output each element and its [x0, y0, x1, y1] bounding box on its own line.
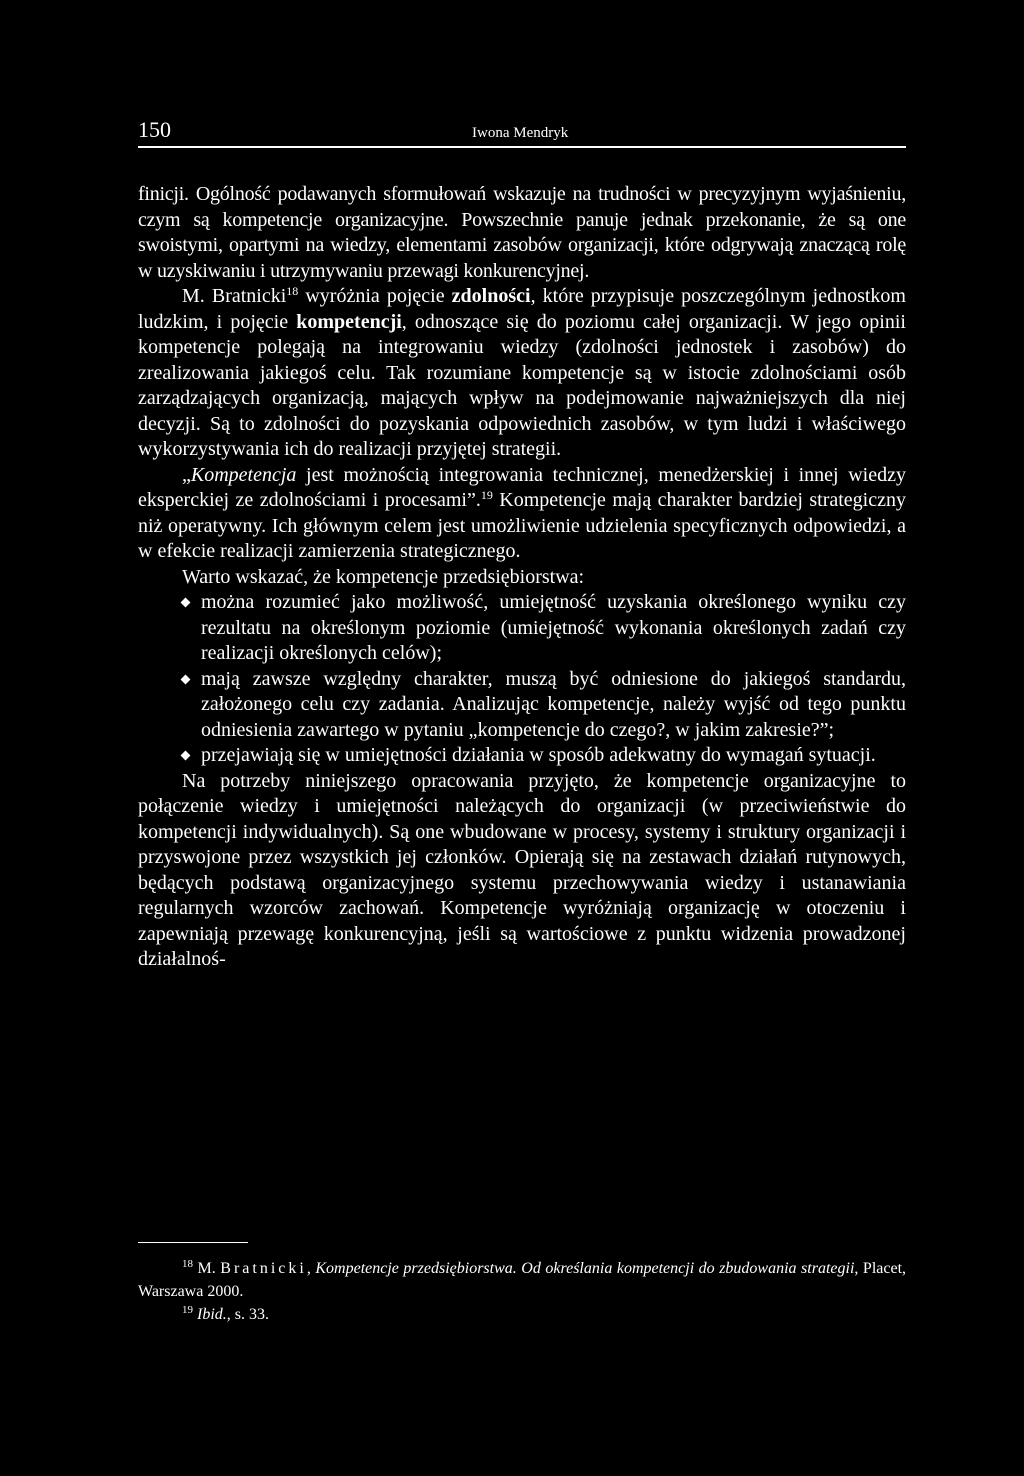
footnote-18: [138, 1257, 906, 1303]
footnote-title: Kompetencje przedsiębiorstwa. Od określania kompetencji do zbudowania strategii: [315, 1260, 855, 1277]
text-segment: jest możnością integrowania technicznej, menedżerskiej i innej wiedzy eksperckiej ze zdolnościami i procesami”.: [138, 463, 906, 511]
footnote-19: [138, 1303, 906, 1326]
paragraph-5: Na potrzeby niniejszego opracowania przyjęto, że kompetencje organizacyjne to połączenie wiedzy i umiejętności należących do organizacji (w przeciwieństwie do kompetencji indywidualnych). Są one wbudowane w procesy, systemy i struktury organizacji i przyswojone przez wszystkich jej członków. Opierają się na zestawach działań rutynowych, będących podstawą organizacyjnego systemu przechowywania wiedzy i ustanawiania regularnych wzorców zachowań. Kompetencje wyróżniają organizację w otoczeniu i zapewniają przewagę konkurencyjną, jeśli są wartościowe z punktu widzenia prowadzonej działalnoś-: [138, 769, 906, 970]
list-item-text: można rozumieć jako możliwość, umiejętność uzyskania określonego wyniku czy rezultatu na określonym poziomie (umiejętność wykonania określonych zadań czy realizacji określonych celów);: [201, 591, 906, 664]
footnote-number: 18: [182, 1258, 193, 1270]
footnote-ibid: Ibid.: [197, 1306, 227, 1323]
footnote-ref-19[interactable]: 19: [480, 488, 493, 502]
text-segment: , odnoszące się do poziomu całej organizacji. W jego opinii kompetencje polegają na integrowaniu wiedzy (zdolności jednostek i zasobów) do zrealizowania jakiegoś celu. Tak rozumiane kompetencje są w istocie zdolnościami osób zarządzających organizacją, mających wpływ na podejmowanie najważniejszych dla niej decyzji. Są to zdolności do pozyskania odpowiednich zasobów, w tym ludzi i właściwego wykorzystywania ich do realizacji przyjętej strategii.: [138, 310, 906, 460]
running-head-author: Iwona Mendryk: [472, 125, 569, 141]
bullet-list: [138, 590, 906, 769]
text-segment: wyróżnia pojęcie: [298, 285, 452, 307]
bold-term-zdolnosci: zdolności: [451, 285, 531, 307]
diamond-bullet-icon: [181, 751, 191, 761]
list-item: [138, 743, 906, 769]
body-text: [138, 182, 906, 973]
page: [138, 118, 906, 973]
diamond-bullet-icon: [181, 674, 191, 684]
footnote-separator: [138, 1242, 248, 1243]
running-head: [138, 118, 906, 148]
text-segment: , Placet, Warszawa 2000.: [138, 1260, 907, 1300]
list-item: [138, 590, 906, 667]
list-item: [138, 667, 906, 744]
list-item-text: mają zawsze względny charakter, muszą być odniesione do jakiegoś standardu, założonego celu czy zadania. Analizując kompetencje, należy wyjść od tego punktu odniesienia zawartego w pytaniu „kompetencje do czego?, w jakim zakresie?”;: [201, 667, 906, 741]
text-segment: , które przypisuje poszczególnym jednostkom ludzkim, i pojęcie: [138, 285, 906, 333]
text-segment: M. Bratnicki: [182, 285, 287, 307]
paragraph-3: [138, 463, 906, 565]
footnotes: [138, 1242, 906, 1326]
footnote-author: Bratnicki: [220, 1260, 307, 1277]
list-item-text: przejawiają się w umiejętności działania w sposób adekwatny do wymagań sytuacji.: [201, 744, 876, 766]
paragraph-1: finicji. Ogólność podawanych sformułowań wskazuje na trudności w precyzyjnym wyjaśnieniu, czym są kompetencje organizacyjne. Powszechnie panuje jednak przekonanie, że są one swoistymi, opartymi na wiedzy, elementami zasobów organizacji, które odgrywają znaczącą rolę w uzyskiwaniu i utrzymywaniu przewagi konkurencyjnej.: [138, 183, 906, 282]
italic-term-kompetencja: Kompetencja: [190, 463, 297, 486]
text-segment: Kompetencje mają charakter bardziej strategiczny niż operatywny. Ich głównym celem jest umożliwienie udzielenia specyficznych odpowiedzi, a w efekcie realizacji zamierzenia strategicznego.: [138, 489, 906, 562]
page-number: 150: [138, 117, 171, 142]
text-segment: „: [182, 463, 191, 486]
footnote-author-initial: M.: [197, 1260, 216, 1277]
bold-term-kompetencji: kompetencji: [296, 310, 402, 333]
text-segment: , s. 33.: [226, 1306, 270, 1323]
paragraph-4: Warto wskazać, że kompetencje przedsiębiorstwa:: [182, 565, 585, 588]
text-segment: ,: [306, 1260, 316, 1277]
footnote-ref-18[interactable]: 18: [286, 284, 299, 298]
paragraph-2: [138, 284, 906, 463]
footnote-number: 19: [182, 1304, 193, 1316]
diamond-bullet-icon: [181, 598, 191, 608]
